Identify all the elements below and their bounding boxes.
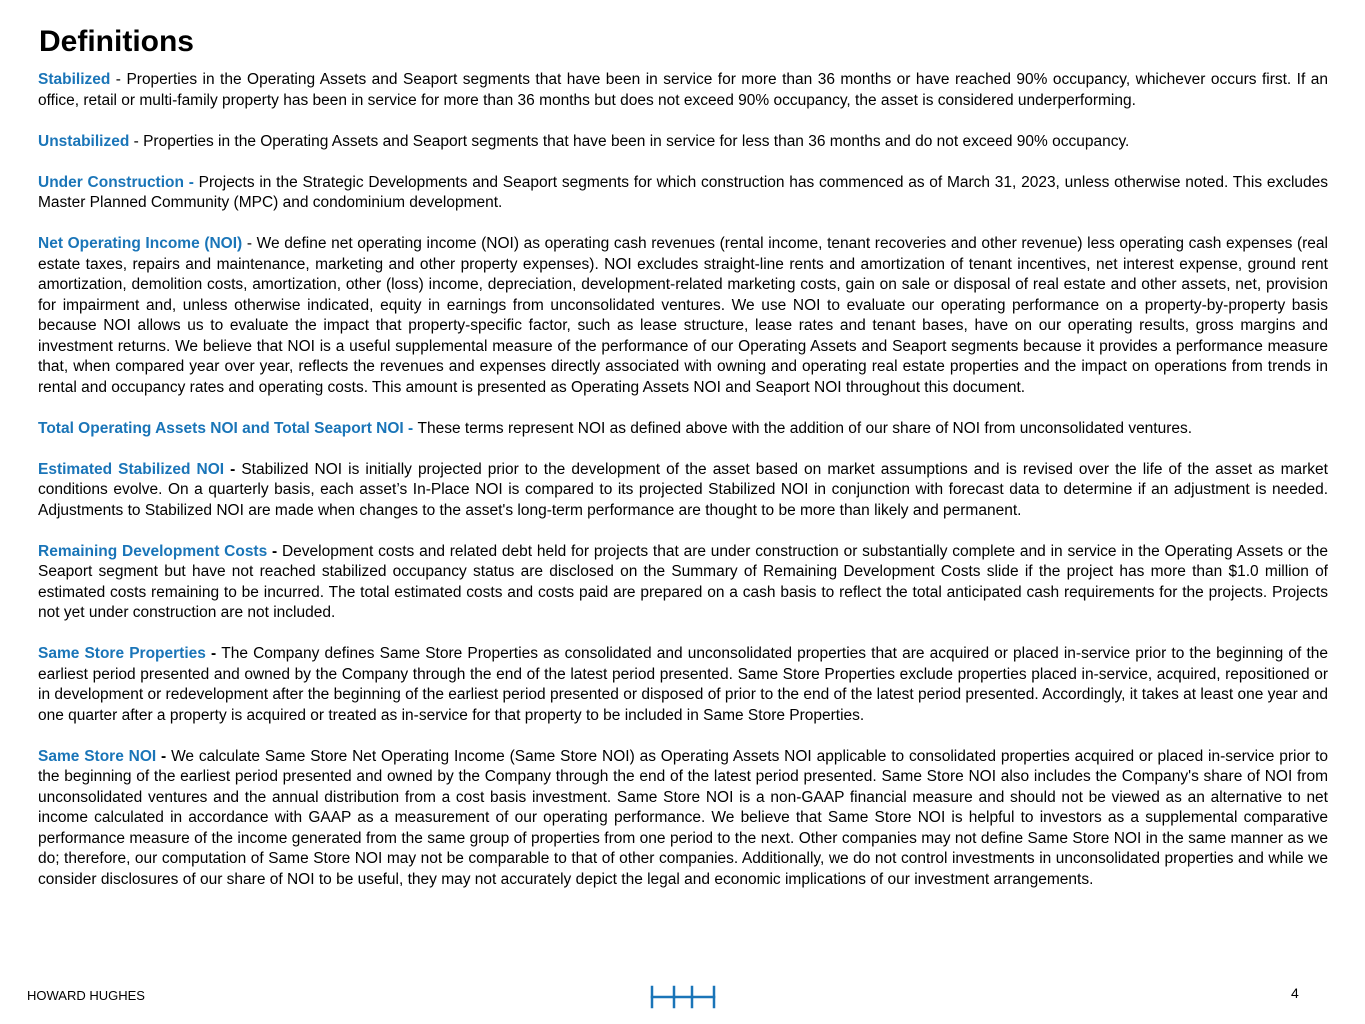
- definition-separator: -: [224, 460, 242, 478]
- definition-separator: -: [242, 235, 257, 252]
- hh-logo-icon: [650, 985, 716, 1009]
- definition-separator: -: [267, 542, 282, 560]
- page-title: Definitions: [39, 25, 194, 58]
- definition-separator: -: [110, 71, 127, 88]
- definition-total-noi: [38, 419, 1328, 440]
- footer-company-name: HOWARD HUGHES: [27, 988, 145, 1003]
- definition-text: These terms represent NOI as defined above with the addition of our share of NOI from unconsolidated ventures.: [417, 419, 1193, 437]
- definitions-list: [38, 70, 1328, 911]
- definition-under-construction: [38, 173, 1328, 214]
- definition-separator: -: [403, 419, 418, 437]
- definition-stabilized: [38, 70, 1328, 111]
- definition-text: Properties in the Operating Assets and Seaport segments that have been in service for less than 36 months and do not exceed 90% occupancy.: [143, 132, 1130, 150]
- definition-term: Net Operating Income (NOI): [38, 235, 243, 252]
- definition-separator: -: [129, 132, 144, 150]
- definition-term: Remaining Development Costs: [38, 542, 268, 560]
- definition-separator: -: [183, 173, 199, 191]
- definition-estimated-stabilized-noi: [38, 460, 1328, 522]
- definition-term: Same Store Properties: [38, 645, 206, 662]
- definition-term: Stabilized: [38, 71, 111, 88]
- definition-unstabilized: [38, 132, 1328, 153]
- definition-term: Unstabilized: [38, 132, 130, 150]
- definition-term: Total Operating Assets NOI and Total Seaport NOI: [38, 419, 404, 437]
- definition-text: The Company defines Same Store Properties as consolidated and unconsolidated properties that are acquired or placed in-service prior to the beginning of the earliest period presented and owned by the Company through the end of the latest period presented. Same Store Properties exclude properties placed in-service, acquired, repositioned or in development or redevelopment after the beginning of the earliest period presented or disposed of prior to the end of the latest period presented. Accordingly, it takes at least one year and one quarter after a property is acquired or treated as in-service for that property to be included in Same Store Properties.: [38, 645, 1328, 724]
- definition-separator: -: [205, 645, 222, 662]
- definition-text: Projects in the Strategic Developments and Seaport segments for which construction has commenced as of March 31, 2023, unless otherwise noted. This excludes Master Planned Community (MPC) and condominium development.: [38, 173, 1328, 211]
- definition-text: We define net operating income (NOI) as operating cash revenues (rental income, tenant recoveries and other revenue) less operating cash expenses (real estate taxes, repairs and maintenance, marketing and other property expenses). NOI excludes straight-line rents and amortization of tenant incentives, net interest expense, ground rent amortization, demolition costs, amortization, other (loss) income, depreciation, development-related marketing costs, gain on sale or disposal of real estate and other assets, net, provision for impairment and, unless otherwise indicated, equity in earnings from unconsolidated ventures. We use NOI to evaluate our operating performance on a property-by-property basis because NOI allows us to evaluate the impact that property-specific factor, such as lease structure, lease rates and tenant bases, have on our operating results, gross margins and investment returns. We believe that NOI is a useful supplemental measure of the performance of our Operating Assets and Seaport segments because it provides a performance measure that, when compared year over year, reflects the revenues and expenses directly associated with owning and operating real estate properties and the impact on operations from trends in rental and occupancy rates and operating costs. This amount is presented as Operating Assets NOI and Seaport NOI throughout this document.: [38, 235, 1328, 396]
- definition-text: Properties in the Operating Assets and Seaport segments that have been in service for more than 36 months or have reached 90% occupancy, whichever occurs first. If an office, retail or multi-family property has been in service for more than 36 months but does not exceed 90% occupancy, the asset is considered underperforming.: [38, 71, 1328, 109]
- definition-text: Stabilized NOI is initially projected prior to the development of the asset based on market assumptions and is revised over the life of the asset as market conditions evolve. On a quarterly basis, each asset’s In-Place NOI is compared to its projected Stabilized NOI in conjunction with forecast data to determine if an adjustment is needed. Adjustments to Stabilized NOI are made when changes to the asset's long-term performance are thought to be more than likely and permanent.: [38, 460, 1328, 519]
- definition-term: Same Store NOI: [38, 747, 157, 765]
- definition-text: We calculate Same Store Net Operating Income (Same Store NOI) as Operating Assets NOI applicable to consolidated properties acquired or placed in-service prior to the beginning of the earliest period presented and owned by the Company through the end of the latest period presented. Same Store NOI also includes the Company's share of NOI from unconsolidated ventures and the annual distribution from a cost basis investment. Same Store NOI is a non-GAAP financial measure and should not be viewed as an alternative to net income calculated in accordance with GAAP as a measurement of our operating performance. We believe that Same Store NOI is helpful to investors as a supplemental comparative performance measure of the income generated from the same group of properties from one period to the next. Other companies may not define Same Store NOI in the same manner as we do; therefore, our computation of Same Store NOI may not be comparable to that of other companies. Additionally, we do not control investments in unconsolidated properties and while we consider disclosures of our share of NOI to be useful, they may not accurately depict the legal and economic implications of our investment arrangements.: [38, 747, 1328, 888]
- definition-remaining-development-costs: [38, 542, 1328, 624]
- definition-noi: [38, 234, 1328, 398]
- definition-term: Estimated Stabilized NOI: [38, 460, 225, 478]
- page-number: 4: [1291, 985, 1299, 1001]
- definition-term: Under Construction: [38, 173, 184, 191]
- definition-same-store-noi: [38, 747, 1328, 891]
- definition-text: Development costs and related debt held for projects that are under construction or substantially complete and in service in the Operating Assets or the Seaport segment but have not reached stabilized occupancy status are disclosed on the Summary of Remaining Development Costs slide if the project has more than $1.0 million of estimated costs remaining to be incurred. The total estimated costs and costs paid are prepared on a cash basis to reflect the total anticipated cash requirements for the projects. Projects not yet under construction are not included.: [38, 542, 1328, 621]
- definition-separator: -: [156, 747, 172, 765]
- hh-logo-strokes: [652, 987, 714, 1007]
- definition-same-store-properties: [38, 644, 1328, 726]
